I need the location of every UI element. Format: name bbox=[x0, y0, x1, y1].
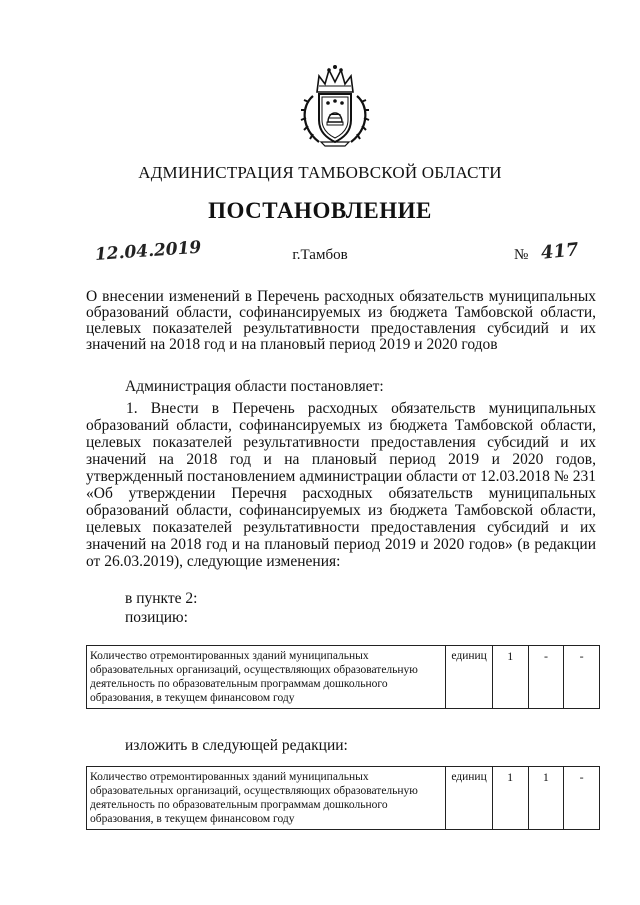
value-2020-cell: - bbox=[564, 767, 600, 830]
paragraph-position: позицию: bbox=[125, 609, 188, 626]
value-2020-cell: - bbox=[564, 646, 600, 709]
city-name: г.Тамбов bbox=[292, 247, 348, 263]
new-position-table bbox=[86, 766, 600, 830]
old-position-table bbox=[86, 645, 600, 709]
document-type-title: ПОСТАНОВЛЕНИЕ bbox=[208, 198, 432, 223]
coat-of-arms-emblem bbox=[295, 62, 375, 148]
document-subject: О внесении изменений в Перечень расходных обязательств муниципальных образований области, софинансируемых из бюджета Тамбовской области, целевых показателей результативности предоставления субсидий и их значений на 2018 год и на плановый период 2019 и 2020 годов bbox=[86, 288, 596, 353]
unit-cell: единиц bbox=[446, 646, 493, 709]
paragraph-in-point-2: в пункте 2: bbox=[125, 590, 198, 607]
resolution-intro: Администрация области постановляет: bbox=[125, 378, 384, 395]
value-2019-cell: 1 bbox=[528, 767, 564, 830]
value-2019-cell: - bbox=[528, 646, 564, 709]
indicator-description: Количество отремонтированных зданий муниципальных образовательных организаций, осуществляющих образовательную деятельность по образовательным программам дошкольного образования, в текущем финансовом году bbox=[87, 767, 446, 830]
table-row bbox=[87, 767, 600, 830]
organization-title: АДМИНИСТРАЦИЯ ТАМБОВСКОЙ ОБЛАСТИ bbox=[138, 163, 502, 182]
handwritten-number: 417 bbox=[540, 239, 580, 264]
paragraph-point-1: 1. Внести в Перечень расходных обязательств муниципальных образований области, софинансируемых из бюджета Тамбовской области, целевых показателей результативности предоставления субсидий и их значений на 2018 год и на плановый период 2019 и 2020 годов, утвержденный постановлением администрации области от 12.03.2018 № 231 «Об утверждении Перечня расходных обязательств муниципальных образований области, софинансируемых из бюджета Тамбовской области, целевых показателей результативности предоставления субсидий и их значений на 2018 год и на плановый период 2019 и 2020 годов» (в редакции от 26.03.2019), следующие изменения: bbox=[86, 400, 596, 570]
indicator-description: Количество отремонтированных зданий муниципальных образовательных организаций, осуществляющих образовательную деятельность по образовательным программам дошкольного образования, в текущем финансовом году bbox=[87, 646, 446, 709]
handwritten-date: 12.04.2019 bbox=[94, 237, 202, 265]
unit-cell: единиц bbox=[446, 767, 493, 830]
table-row bbox=[87, 646, 600, 709]
value-2018-cell: 1 bbox=[492, 646, 528, 709]
number-label: № bbox=[514, 247, 529, 263]
value-2018-cell: 1 bbox=[492, 767, 528, 830]
paragraph-new-redaction: изложить в следующей редакции: bbox=[125, 737, 348, 754]
